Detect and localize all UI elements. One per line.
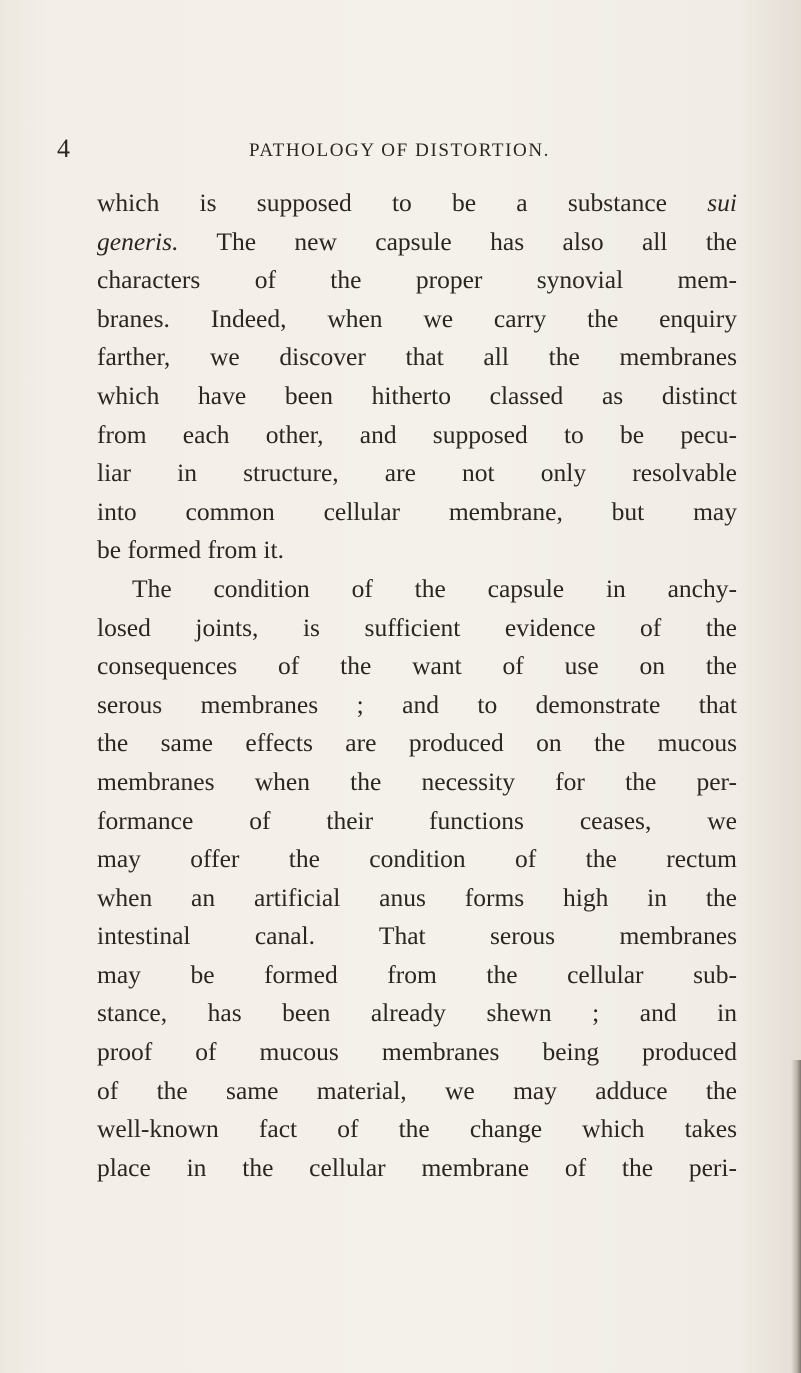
text-line: may be formed from the cellular sub- xyxy=(97,959,737,989)
text-line: well-known fact of the change which takes xyxy=(97,1114,737,1144)
text-line: consequences of the want of use on the xyxy=(97,651,737,681)
text-line: which is supposed to be a substance sui xyxy=(97,188,737,217)
text-line: when an artificial anus forms high in the xyxy=(97,882,737,912)
page-header xyxy=(0,132,801,166)
text-line: losed joints, is sufficient evidence of the xyxy=(97,612,737,642)
running-head: PATHOLOGY OF DISTORTION. xyxy=(249,140,550,161)
text-line: from each other, and supposed to be pecu- xyxy=(97,419,737,449)
text-line: which have been hitherto classed as distinct xyxy=(97,380,737,410)
text-line: into common cellular membrane, but may xyxy=(97,496,737,526)
text-line: farther, we discover that all the membranes xyxy=(97,342,737,372)
text-line: of the same material, we may adduce the xyxy=(97,1075,737,1105)
page-edge-shadow xyxy=(791,1060,801,1373)
text-line: formance of their functions ceases, we xyxy=(97,805,737,835)
text-line: intestinal canal. That serous membranes xyxy=(97,921,737,951)
text-line: the same effects are produced on the mucous xyxy=(97,728,737,758)
text-line: serous membranes ; and to demonstrate that xyxy=(97,689,737,719)
text-line: generis. The new capsule has also all the xyxy=(97,226,737,256)
text-line: stance, has been already shewn ; and in xyxy=(97,998,737,1028)
text-line: membranes when the necessity for the per- xyxy=(97,766,737,796)
text-line: place in the cellular membrane of the peri- xyxy=(97,1152,737,1182)
text-line: characters of the proper synovial mem- xyxy=(97,265,737,295)
text-line: The condition of the capsule in anchy- xyxy=(132,573,737,603)
text-line: may offer the condition of the rectum xyxy=(97,844,737,874)
text-line: branes. Indeed, when we carry the enquiry xyxy=(97,303,737,333)
text-line: proof of mucous membranes being produced xyxy=(97,1037,737,1067)
body-text xyxy=(97,184,737,1187)
text-line: liar in structure, are not only resolvable xyxy=(97,458,737,488)
text-line: be formed from it. xyxy=(97,535,284,565)
page-number: 4 xyxy=(57,134,70,163)
